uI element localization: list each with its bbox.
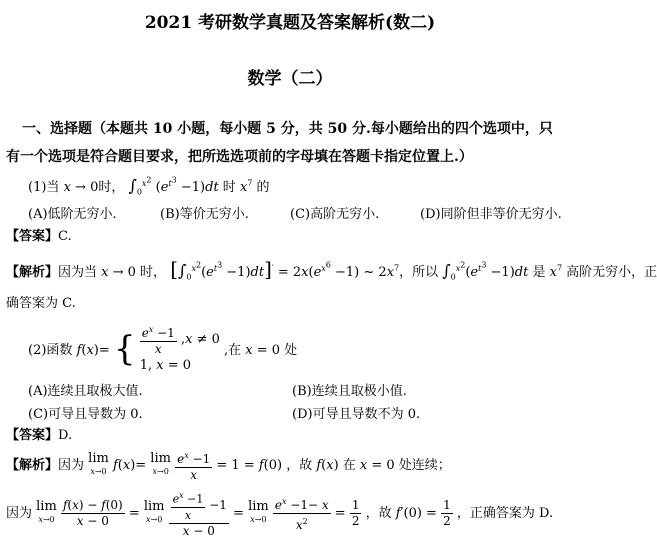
q2-stem: (2)函数 f(x)= { $\frac{e^x -1}{x}$ ,x ≠ 0 1, x = 0 ,在 x = 0 处 (28, 322, 297, 375)
q2-analysis-label: 【解析】 (6, 458, 59, 473)
q2-option-b: (B)连续且取极小值. (292, 384, 407, 399)
q2-answer (6, 424, 72, 443)
q1-analysis-line2: 确答案为 C. (6, 296, 76, 311)
q2-answer-label: 【答案】 (6, 428, 59, 443)
q2-option-a: (A)连续且取极大值. (28, 384, 143, 399)
q1-stem: (1)当 x → 0时， $\int_0^{x^2}$ $(e^{t^3} -1)dt$ 时 $x^7$ 的 (28, 175, 270, 197)
page-title: 2021 考研数学真题及答案解析(数二) (144, 13, 436, 33)
q2-answer-value: D. (58, 428, 73, 443)
q1-analysis-line1: 【解析】因为当 x → 0 时， $[\int_0^{x^2}(e^{t^3} -1)dt]' = 2x(e^{x^6} -1)$ ~ $2x^7$，所以 $\int_0^{x^2}(e^{t^3} -1)dt$ 是 $x^7$ 高阶无穷小，正 (6, 257, 657, 282)
q1-analysis-label: 【解析】 (6, 265, 59, 280)
q1-option-d: (D)同阶但非等价无穷小. (420, 207, 562, 222)
q1-answer (6, 225, 72, 244)
q2-analysis-line2: 因为 lim x→0 $\frac{f(x) - f(0)}{x - 0}$ = lim x→0 $\frac{e^x -1}{x}$ −1 x − 0 = lim x→0 $\frac{e^x -1- x}{x^2}$ = $\frac{1}{2}$ ，故 f′(0) = $\frac{1}{2}$ ，正确答案为 D. (6, 488, 553, 539)
q1-answer-label: 【答案】 (6, 229, 59, 244)
page-subtitle: 数学（二） (247, 69, 333, 89)
q1-option-a: (A)低阶无穷小. (28, 207, 117, 222)
section-heading-line1: 一、选择题（本题共 10 小题，每小题 5 分，共 50 分.每小题给出的四个选项中，只 (22, 121, 553, 137)
q2-option-d: (D)可导且导数不为 0. (292, 407, 421, 422)
section-heading-line2: 有一个选项是符合题目要求，把所选选项前的字母填在答题卡指定位置上.） (6, 149, 473, 165)
q1-option-b: (B)等价无穷小. (160, 207, 249, 222)
q2-option-c: (C)可导且导数为 0. (28, 407, 143, 422)
q1-answer-value: C. (58, 229, 72, 244)
q1-option-c: (C)高阶无穷小. (290, 207, 380, 222)
q2-analysis-line1: 【解析】因为 lim x→0 f(x)= lim x→0 $\frac{e^x -1}{x}$ = 1 = f(0) ，故 f(x) 在 x = 0 处连续； (6, 448, 451, 483)
